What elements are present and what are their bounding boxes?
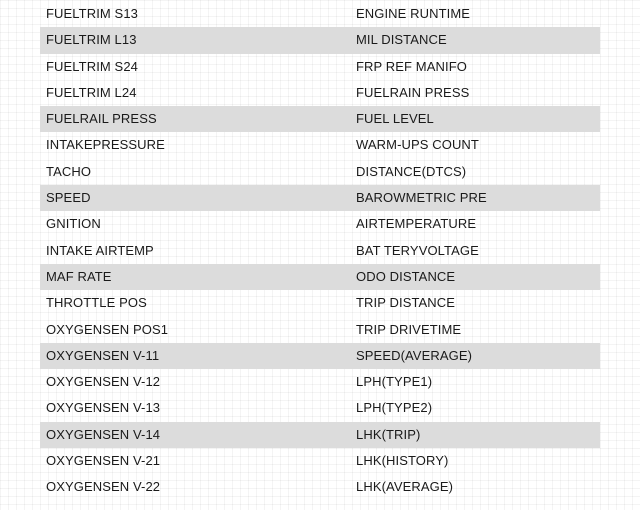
table-row: [40, 106, 600, 132]
table-row: [40, 290, 600, 316]
table-row: [40, 211, 600, 237]
right-cell: SPEED(AVERAGE): [356, 347, 473, 363]
table-row: [40, 159, 600, 185]
left-cell: SPEED: [46, 190, 91, 206]
right-cell: FUEL LEVEL: [356, 111, 434, 127]
table-row: [40, 54, 600, 80]
table-row: [40, 185, 600, 211]
right-cell: LPH(TYPE1): [356, 374, 433, 390]
table-row: [40, 317, 600, 343]
right-cell: BAROWMETRIC PRE: [356, 190, 487, 206]
table-row: [40, 80, 600, 106]
table-row: [40, 448, 600, 474]
left-cell: TACHO: [46, 163, 92, 179]
table-row: [40, 27, 600, 53]
right-cell: LHK(AVERAGE): [356, 479, 454, 495]
table-row: [40, 238, 600, 264]
right-cell: AIRTEMPERATURE: [356, 216, 477, 232]
left-cell: GNITION: [46, 216, 101, 232]
right-cell: ENGINE RUNTIME: [356, 6, 471, 21]
table-row: [40, 369, 600, 395]
left-cell: FUELTRIM S13: [46, 6, 138, 21]
right-cell: TRIP DISTANCE: [356, 295, 456, 311]
table-row: [40, 264, 600, 290]
left-cell: OXYGENSEN V-22: [46, 479, 161, 495]
right-cell: DISTANCE(DTCS): [356, 163, 467, 179]
left-cell: THROTTLE POS: [46, 295, 147, 311]
right-cell: FRP REF MANIFO: [356, 58, 467, 74]
left-cell: FUELTRIM L13: [46, 32, 137, 48]
left-cell: FUELRAIL PRESS: [46, 111, 157, 127]
right-cell: WARM-UPS COUNT: [356, 137, 479, 153]
table-row: [40, 474, 600, 500]
right-cell: BAT TERYVOLTAGE: [356, 242, 479, 258]
left-cell: FUELTRIM S24: [46, 58, 138, 74]
right-cell: TRIP DRIVETIME: [356, 321, 462, 337]
parameter-table: [40, 1, 600, 501]
left-cell: OXYGENSEN V-21: [46, 453, 161, 469]
left-cell: OXYGENSEN V-12: [46, 374, 161, 390]
left-cell: OXYGENSEN V-14: [46, 426, 161, 442]
right-cell: LHK(HISTORY): [356, 453, 449, 469]
left-cell: INTAKEPRESSURE: [46, 137, 165, 153]
right-cell: LPH(TYPE2): [356, 400, 433, 416]
left-cell: OXYGENSEN V-11: [46, 347, 160, 363]
left-cell: OXYGENSEN POS1: [46, 321, 169, 337]
right-cell: MIL DISTANCE: [356, 32, 447, 48]
table-row: [40, 395, 600, 421]
right-cell: LHK(TRIP): [356, 426, 421, 442]
table-row: [40, 343, 600, 369]
right-cell: FUELRAIN PRESS: [356, 84, 470, 100]
left-cell: INTAKE AIRTEMP: [46, 242, 154, 258]
left-cell: OXYGENSEN V-13: [46, 400, 161, 416]
table-row: [40, 422, 600, 448]
left-cell: MAF RATE: [46, 268, 112, 284]
right-cell: ODO DISTANCE: [356, 268, 456, 284]
table-row: [40, 132, 600, 158]
left-cell: FUELTRIM L24: [46, 84, 137, 100]
table-row: [40, 1, 600, 27]
